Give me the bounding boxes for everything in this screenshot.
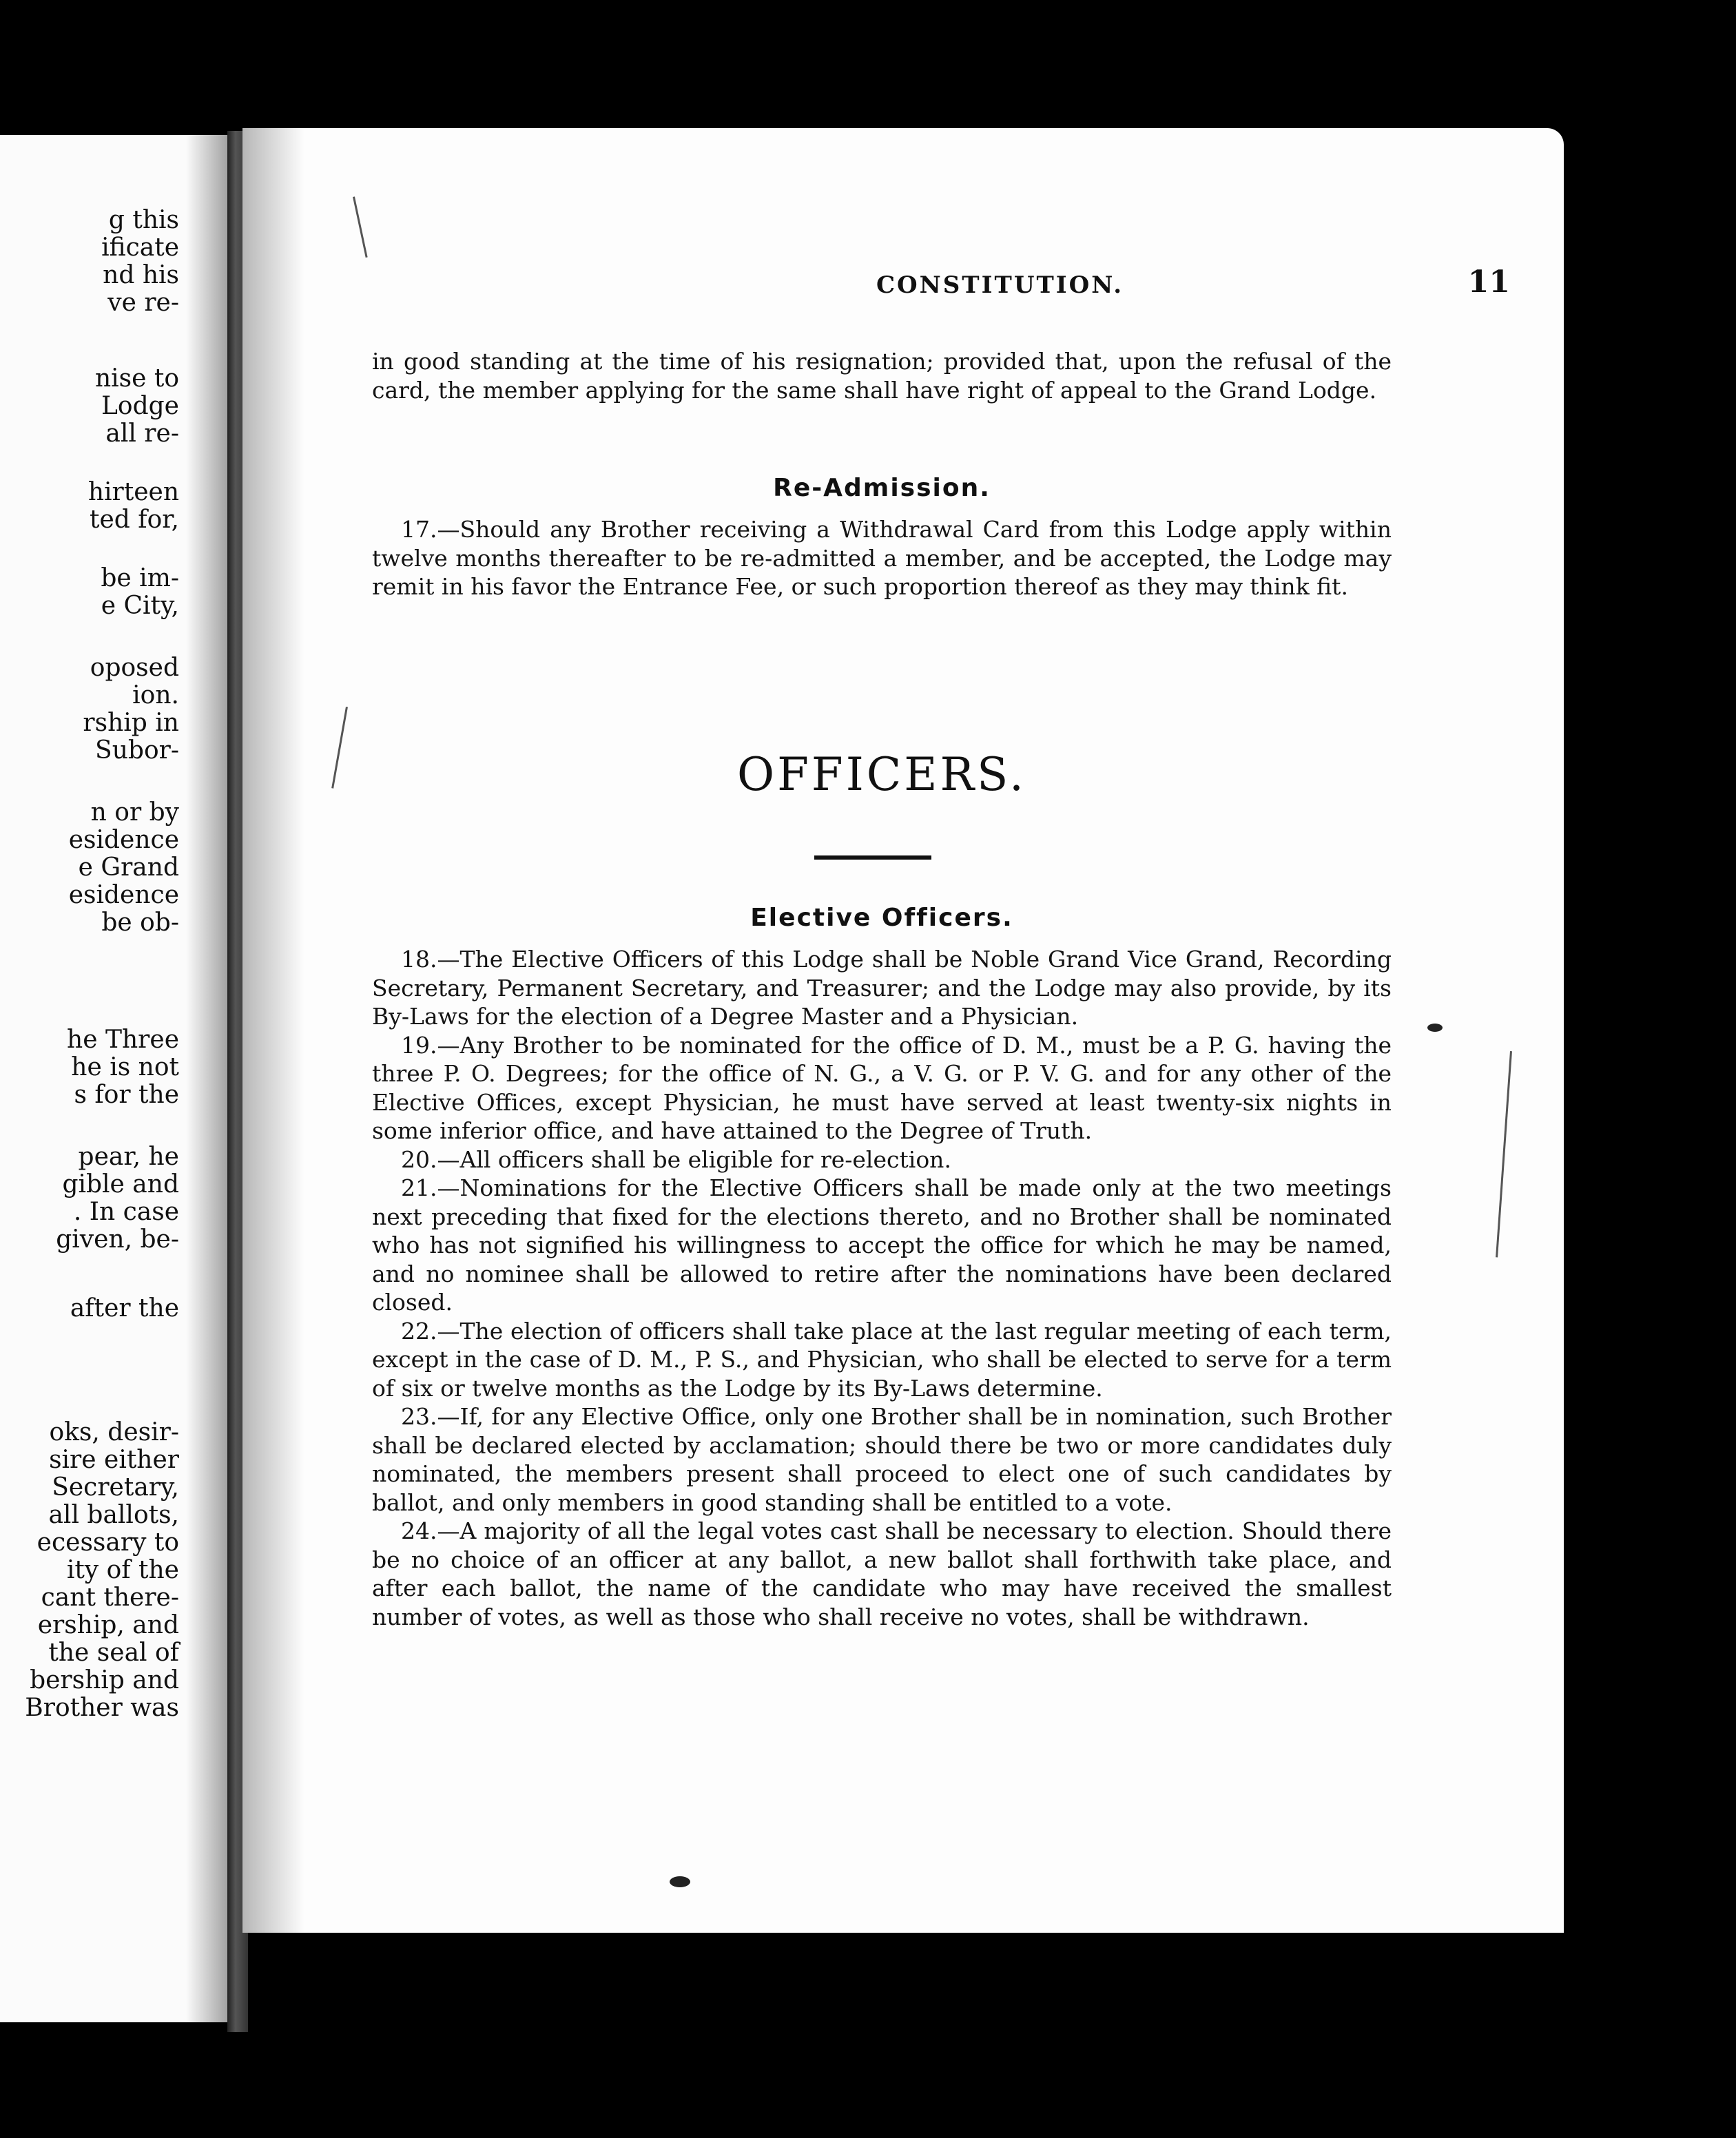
paragraph-23: 23.—If, for any Elective Office, only one Brother shall be in nomination, such Brother shall be declared elected by acclamation; should there be two or more candidates duly nominated, the members present shall proceed to elect one of such candidates by ballot, and only members in good standing shall be entitled to a vote. — [372, 1403, 1392, 1516]
left-page-line: cant there- — [41, 1584, 179, 1612]
left-page-line: . In case — [73, 1198, 179, 1226]
left-page-line: rship in — [83, 709, 179, 737]
intro-paragraph: in good standing at the time of his resignation; provided that, upon the refusal of the card, the member applying for the same shall have right of appeal to the Grand Lodge. — [372, 348, 1392, 404]
paragraph-20: 20.—All officers shall be eligible for re-election. — [401, 1145, 951, 1173]
readmission-heading: Re-Admission. — [773, 474, 991, 502]
paragraph-19: 19.—Any Brother to be nominated for the office of D. M., must be a P. G. having the three P. O. Degrees; for the office of N. G., a V. G. or P. V. G. and for any other of the Elective Offices, except Physician, he must have served at least twenty-six nights in some inferior office, and have attained to the Degree of Truth. — [372, 1031, 1392, 1144]
officers-heading: OFFICERS. — [737, 748, 1026, 801]
page-number: 11 — [1467, 264, 1510, 300]
left-page-line: n or by — [90, 798, 179, 827]
left-page-line: hirteen — [87, 478, 179, 506]
intro-paragraph-block — [372, 347, 1392, 404]
paragraph-21: 21.—Nominations for the Elective Officers shall be made only at the two meetings next preceding that fixed for the elections thereto, and no Brother shall be nominated who has not signified his willingness to accept the office for which he may be named, and no nominee shall be allowed to retire after the nominations have been declared closed. — [372, 1174, 1392, 1316]
left-page-line: gible and — [62, 1170, 179, 1198]
paragraph-18: 18.—The Elective Officers of this Lodge shall be Noble Grand Vice Grand, Recording Secretary, Permanent Secretary, and Treasurer; and the Lodge may also provide, by its By-Laws for the election of a Degree Master and a Physician. — [372, 946, 1392, 1030]
left-page-line: Lodge — [101, 392, 179, 420]
heading-rule — [814, 855, 931, 860]
page-edge-shadow — [242, 128, 304, 1933]
left-page-line: ve re- — [107, 289, 179, 317]
left-facing-page — [0, 135, 227, 2022]
paragraph-24: 24.—A majority of all the legal votes cast shall be necessary to election. Should there be no choice of an officer at any ballot, a new ballot shall forthwith take place, and after each ballot, the name of the candidate who may have received the smallest number of votes, as well as those who shall receive no votes, shall be withdrawn. — [372, 1517, 1392, 1630]
left-page-line: Brother was — [25, 1694, 179, 1722]
left-page-line: given, be- — [56, 1225, 179, 1254]
left-page-line: sire either — [49, 1446, 179, 1474]
left-page-line: be ob- — [101, 909, 179, 937]
left-page-line: e City, — [101, 592, 179, 620]
left-page-line: s for the — [74, 1081, 179, 1109]
left-page-line: be im- — [101, 564, 179, 592]
left-page-line: he is not — [71, 1053, 179, 1081]
left-page-line: ificate — [101, 233, 179, 262]
gutter-shadow — [186, 135, 227, 2022]
elective-officers-heading: Elective Officers. — [750, 904, 1013, 932]
left-page-line: bership and — [30, 1666, 179, 1694]
left-page-line: oposed — [90, 654, 179, 682]
scan-scratch — [353, 196, 368, 258]
left-page-line: pear, he — [78, 1143, 179, 1171]
left-page-line: the seal of — [48, 1639, 179, 1667]
left-page-line: e Grand — [78, 853, 179, 882]
left-page-line: after the — [70, 1294, 179, 1322]
left-page-line: all ballots, — [48, 1501, 179, 1529]
left-page-line: ecessary to — [37, 1528, 179, 1557]
ink-speck — [670, 1876, 690, 1887]
ink-speck — [1427, 1024, 1443, 1032]
left-page-line: he Three — [67, 1026, 179, 1054]
left-page-line: ership, and — [37, 1611, 179, 1639]
left-page-line: ted for, — [90, 506, 179, 534]
left-page-line: esidence — [68, 826, 179, 854]
left-page-line: Subor- — [95, 736, 179, 765]
left-page-line: esidence — [68, 881, 179, 909]
left-page-line: ity of the — [66, 1556, 179, 1584]
readmission-block — [372, 515, 1392, 601]
left-page-line: oks, desir- — [49, 1418, 179, 1446]
left-page-line: nd his — [103, 261, 179, 289]
paragraph-17: 17.—Should any Brother receiving a Withdrawal Card from this Lodge apply within twelve months thereafter to be re-admitted a member, and be accepted, the Lodge may remit in his favor the Entrance Fee, or such proportion thereof as they may think fit. — [372, 516, 1392, 600]
scan-scratch — [331, 707, 348, 789]
left-page-line: Secretary, — [52, 1473, 179, 1502]
running-head: CONSTITUTION. — [876, 271, 1124, 299]
scan-scratch — [1496, 1051, 1512, 1257]
left-page-line: nise to — [94, 364, 179, 393]
paragraph-22: 22.—The election of officers shall take place at the last regular meeting of each term, except in the case of D. M., P. S., and Physician, who shall be elected to serve for a term of six or twelve months as the Lodge by its By-Laws determine. — [372, 1317, 1392, 1402]
page-header — [366, 264, 1538, 313]
left-page-line: g this — [108, 206, 179, 234]
left-page-line: ion. — [132, 681, 179, 709]
page-11 — [242, 128, 1564, 1933]
left-page-line: all re- — [105, 419, 179, 448]
elective-officers-block — [372, 945, 1392, 1631]
